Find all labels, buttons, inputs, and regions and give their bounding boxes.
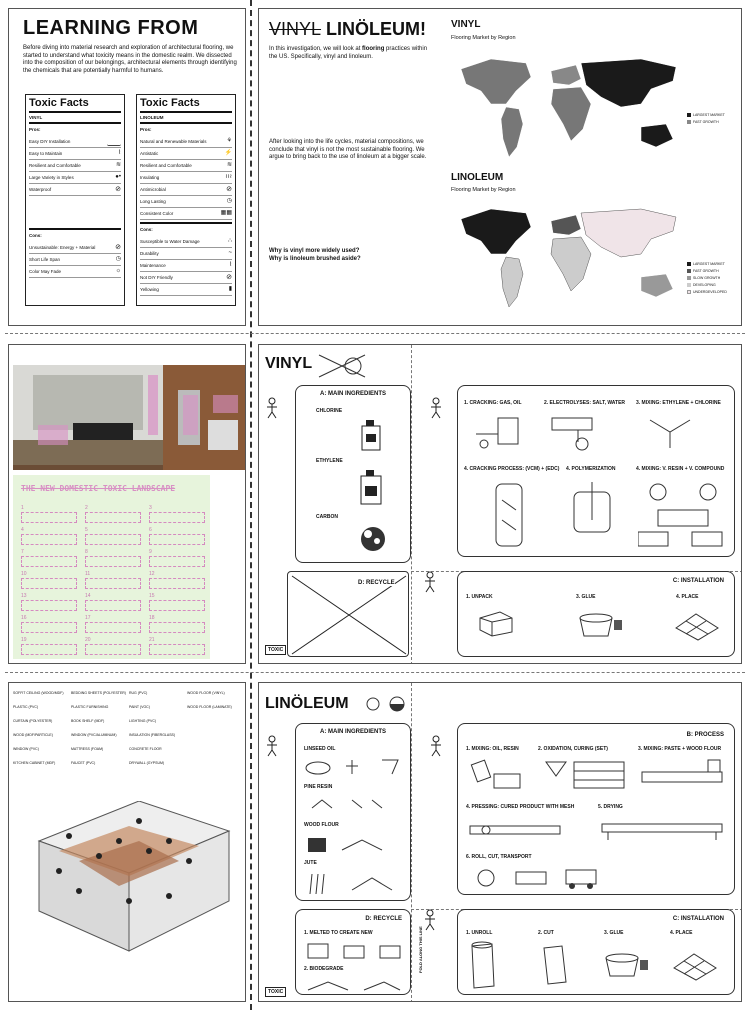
recycle-box xyxy=(287,571,409,657)
install-step: 1. UNPACK xyxy=(466,594,493,600)
ingredient-label: CHLORINE xyxy=(316,408,343,414)
panel-vinyl-linoleum-intro xyxy=(258,8,742,326)
landscape-cell xyxy=(149,644,205,655)
wood-flour-icons xyxy=(302,832,406,856)
no-vinyl-icon xyxy=(317,353,367,379)
color-grid-icon: ▦▦ xyxy=(220,210,232,216)
landscape-cell-number: 12 xyxy=(149,571,155,577)
pro-item: Large Variety in Styles xyxy=(29,175,74,180)
pro-item: Antimicrobial xyxy=(140,187,166,192)
ingredients-bubble xyxy=(295,385,411,563)
material-legend-item: BOOK SHELF (MDF) xyxy=(71,719,105,723)
fold-line-vertical xyxy=(250,0,252,1010)
landscape-cell-number: 9 xyxy=(149,549,152,555)
intro-text: Before diving into material research and exploration of architectural flooring, we started to understand what toxicity means in the domestic realm. We dissected into the composition of our belongings, architectural elements through identifying the chemicals that are potentially harmful to humans. xyxy=(23,45,237,74)
vinyl-world-map xyxy=(451,49,691,169)
ingredients-title: A: MAIN INGREDIENTS xyxy=(320,391,386,397)
toxic-logo: TOXIC xyxy=(265,987,286,997)
material-legend-item: KITCHEN CABINET (MDF) xyxy=(13,761,56,765)
material-legend-item: WOOD (MDF/PARTICLE) xyxy=(13,733,53,737)
landscape-cell-number: 18 xyxy=(149,615,155,621)
material-legend-item: WINDOW (PVC/ALUMINUM) xyxy=(71,733,117,737)
landscape-cell xyxy=(85,534,141,545)
process-step: 3. MIXING: PASTE + WOOD FLOUR xyxy=(638,746,722,752)
yellow-icon: ▮ xyxy=(228,286,232,292)
jute-icons xyxy=(302,870,406,896)
headline-strike: VINYL xyxy=(269,19,322,39)
material-legend-item: WINDOW (PVC) xyxy=(13,747,39,751)
con-item: Yellowing xyxy=(140,287,159,292)
landscape-cell xyxy=(149,556,205,567)
process-step: 1. MIXING: OIL, RESIN xyxy=(466,746,519,752)
landscape-cell xyxy=(85,578,141,589)
con-item: Durability xyxy=(140,251,159,256)
install-step: 1. UNROLL xyxy=(466,930,493,936)
material-legend-item: FAUCET (PVC) xyxy=(71,761,96,765)
install-step: 2. CUT xyxy=(538,930,554,936)
process-step: 2. OXIDATION, CURING (SET) xyxy=(538,746,608,752)
person-icon xyxy=(265,735,279,757)
material-legend-item: CONCRETE FLOOR xyxy=(129,747,162,751)
energy-icon: ⊘ xyxy=(115,244,121,251)
carbon-lump-icon xyxy=(358,524,388,554)
facts-title: Toxic Facts xyxy=(140,97,200,109)
no-diy-icon: ⊘ xyxy=(226,274,232,281)
pro-item: Waterproof xyxy=(29,187,52,192)
process-step: 4. POLYMERIZATION xyxy=(566,466,616,472)
roll-icon xyxy=(468,940,498,990)
headline xyxy=(269,19,426,40)
material-legend xyxy=(13,691,243,791)
headline-main: LINÖLEUM! xyxy=(326,19,427,39)
landscape-title: THE NEW DOMESTIC TOXIC LANDSCAPE xyxy=(21,484,176,493)
paste-mixing-diagram xyxy=(638,758,728,792)
landscape-cell xyxy=(21,622,77,633)
landscape-cell-number: 4 xyxy=(21,527,24,533)
ingredient-label: ETHYLENE xyxy=(316,458,343,464)
install-step: 3. GLUE xyxy=(576,594,596,600)
installation-bubble xyxy=(457,909,735,995)
landscape-cell-number: 17 xyxy=(85,615,91,621)
vinyl-toxic-facts xyxy=(25,94,125,306)
landscape-cell-number: 5 xyxy=(85,527,88,533)
landscape-cell xyxy=(149,534,205,545)
fold-line-horizontal-2 xyxy=(5,672,745,673)
landscape-cell-number: 15 xyxy=(149,593,155,599)
mop-icon: ⌇ xyxy=(118,150,121,156)
install-step: 3. GLUE xyxy=(604,930,624,936)
conclusion-text: After looking into the life cycles, material compositions, we conclude that vinyl is not the most sustainable flooring. We argue to bring back to the use of linoleum at a bigger scale. xyxy=(269,139,427,160)
melt-diagram xyxy=(304,940,404,962)
person-icon xyxy=(429,735,443,757)
facts-material: LINOLEUM xyxy=(140,115,164,120)
pro-item: Easy DIY Installation xyxy=(29,139,71,144)
landscape-cell-number: 8 xyxy=(85,549,88,555)
lino-map-title: LINOLEUM xyxy=(451,172,504,183)
facts-material: VINYL xyxy=(29,115,43,120)
process-step: 4. PRESSING: CURED PRODUCT WITH MESH xyxy=(466,804,575,810)
material-legend-item: WOOD FLOOR (LAMINATE) xyxy=(187,705,232,709)
process-step: 2. ELECTROLYSES: SALT, WATER xyxy=(544,400,626,406)
facts-title: Toxic Facts xyxy=(29,97,89,109)
cut-icon xyxy=(540,944,570,986)
landscape-cell xyxy=(149,622,205,633)
clock-icon: ◷ xyxy=(226,198,232,204)
recycle-title: D: RECYCLE xyxy=(365,916,402,922)
landscape-cell xyxy=(21,556,77,567)
landscape-cell-number: 16 xyxy=(21,615,27,621)
room-photo xyxy=(13,365,246,470)
recycle-step: 1. MELTED TO CREATE NEW xyxy=(304,930,373,936)
ingredient-label: PINE RESIN xyxy=(304,784,333,790)
vinyl-map-subtitle: Flooring Market by Region xyxy=(451,35,516,41)
questions xyxy=(269,247,361,263)
ingredients-bubble xyxy=(295,723,411,901)
landscape-cell xyxy=(85,556,141,567)
cracking-tower-diagram xyxy=(492,480,526,550)
panel-linoleum-lifecycle xyxy=(258,682,742,1002)
no-water-icon: ⊘ xyxy=(115,186,121,193)
landscape-cell-number: 14 xyxy=(85,593,91,599)
foot-icon: ≋ xyxy=(226,162,232,168)
process-bubble xyxy=(457,723,735,895)
diy-icon xyxy=(107,138,121,146)
lino-map-subtitle: Flooring Market by Region xyxy=(451,187,516,193)
chlorine-bottle-icon xyxy=(358,418,384,452)
landscape-cell xyxy=(21,512,77,523)
polymerization-diagram xyxy=(568,480,618,540)
con-item: Color May Fade xyxy=(29,269,62,274)
landscape-cell xyxy=(85,512,141,523)
landscape-cell-number: 7 xyxy=(21,549,24,555)
landscape-cell-number: 20 xyxy=(85,637,91,643)
landscape-cell-number: 13 xyxy=(21,593,27,599)
tiles-icon xyxy=(670,948,720,982)
fold-label: FOLD ALONG THIS LINE xyxy=(418,926,423,973)
ingredient-label: LINSEED OIL xyxy=(304,746,336,752)
pine-resin-icons xyxy=(302,794,406,814)
panel-vinyl-lifecycle xyxy=(258,344,742,664)
vinyl-title: VINYL xyxy=(265,355,313,372)
intro-text: In this investigation, we will look at flooring practices within the US. Specifically, vinyl and linoleum. xyxy=(269,46,428,60)
vinyl-map-legend: LARGEST MARKET FAST GROWTH xyxy=(687,112,725,126)
pro-item: Resilient and Comfortable xyxy=(29,163,81,168)
biodegrade-diagram xyxy=(304,974,404,994)
material-legend-item: PAINT (VOC) xyxy=(129,705,150,709)
pro-item: Resilient and Comfortable xyxy=(140,163,192,168)
recycle-step: 2. BIODEGRADE xyxy=(304,966,344,972)
no-germ-icon: ⊘ xyxy=(226,186,232,193)
fold-line-horizontal-1 xyxy=(5,333,745,334)
install-step: 4. PLACE xyxy=(676,594,699,600)
material-legend-item: MATTRESS (FOAM) xyxy=(71,747,104,751)
lino-map-legend: LARGEST MARKET FAST GROWTH SLOW GROWTH DEVELOPING UNDERDEVELOPED xyxy=(687,261,727,296)
person-icon xyxy=(265,397,279,419)
vinyl-map-title: VINYL xyxy=(451,19,481,30)
ingredient-label: JUTE xyxy=(304,860,317,866)
con-item: Susceptible to Water Damage xyxy=(140,239,200,244)
material-legend-item: BEDDING SHEETS (POLYESTER) xyxy=(71,691,126,695)
material-legend-item: PLASTIC (PVC) xyxy=(13,705,39,709)
pros-label: Pros: xyxy=(29,127,41,132)
process-step: 4. CRACKING PROCESS: (VCM) + (EDC) xyxy=(464,466,560,472)
oil-resin-mixing-diagram xyxy=(468,758,528,792)
cut-line-vertical xyxy=(411,683,412,1002)
landscape-cell xyxy=(21,534,77,545)
ethylene-bottle-icon xyxy=(358,468,384,506)
landscape-cell xyxy=(85,622,141,633)
con-item: Short Life Span xyxy=(29,257,61,262)
room-axonometric xyxy=(19,801,239,961)
person-icon xyxy=(429,397,443,419)
process-step: 6. ROLL, CUT, TRANSPORT xyxy=(466,854,532,860)
cons-label: Cons: xyxy=(29,233,42,238)
panel-domestic-landscape xyxy=(8,344,246,664)
dots-icon: ●• xyxy=(115,174,121,180)
electrolysis-diagram xyxy=(548,414,608,452)
cut-line-vertical xyxy=(411,345,412,664)
pro-item: Easy to Maintain xyxy=(29,151,63,156)
clock-icon: ◷ xyxy=(115,256,121,262)
linoleum-toxic-facts xyxy=(136,94,236,306)
box-icon xyxy=(476,608,516,638)
material-legend-item: DRYWALL (GYPSUM) xyxy=(129,761,165,765)
heat-icon: ≀≀≀ xyxy=(225,174,232,180)
drying-diagram xyxy=(598,816,728,842)
wear-icon: ~ xyxy=(228,250,232,256)
ingredients-title: A: MAIN INGREDIENTS xyxy=(320,729,386,735)
cracking-diagram xyxy=(468,414,538,452)
oxidation-diagram xyxy=(540,758,630,792)
landscape-cell xyxy=(85,644,141,655)
ingredient-label: WOOD FLOUR xyxy=(304,822,339,828)
linseed-icons xyxy=(302,756,406,778)
mixing-diagram xyxy=(640,414,710,452)
panel-learning-from xyxy=(8,8,246,326)
question-2: Why is linoleum brushed aside? xyxy=(269,256,361,262)
sun-icon: ☼ xyxy=(115,268,121,274)
plant-icon: ⚘ xyxy=(226,138,232,144)
mop-icon: ⌇ xyxy=(229,262,232,268)
person-icon xyxy=(423,909,437,931)
material-legend-item: PLASTIC FURNISHING xyxy=(71,705,109,709)
landscape-cell xyxy=(149,600,205,611)
process-step: 5. DRYING xyxy=(598,804,623,810)
cons-label: Cons: xyxy=(140,227,153,232)
con-item: Not DIY Friendly xyxy=(140,275,173,280)
glue-bucket-icon xyxy=(576,610,626,640)
page-title: LEARNING FROM xyxy=(23,17,199,39)
landscape-cell xyxy=(85,600,141,611)
recycle-title: D: RECYCLE xyxy=(358,580,395,586)
water-icon: ∴ xyxy=(228,238,232,244)
landscape-cell-number: 19 xyxy=(21,637,27,643)
pro-item: Long Lasting xyxy=(140,199,166,204)
material-legend-item: LIGHTING (PVC) xyxy=(129,719,157,723)
landscape-cell-number: 3 xyxy=(149,505,152,511)
ingredient-label: CARBON xyxy=(316,514,338,520)
panel-room-axonometric xyxy=(8,682,246,1002)
install-title: C: INSTALLATION xyxy=(672,578,724,584)
landscape-cell xyxy=(149,512,205,523)
eco-icons xyxy=(365,695,411,713)
question-1: Why is vinyl more widely used? xyxy=(269,248,360,254)
tiles-icon xyxy=(672,608,722,642)
recycle-bubble xyxy=(295,909,411,995)
person-icon xyxy=(423,571,437,593)
pro-item: Consistent Color xyxy=(140,211,174,216)
linoleum-title: LINÖLEUM xyxy=(265,695,349,712)
pro-item: Insulating xyxy=(140,175,160,180)
pro-item: Antistatic xyxy=(140,151,159,156)
material-legend-item: INSULATION (FIBERGLASS) xyxy=(129,733,176,737)
roll-cut-transport-diagram xyxy=(466,864,616,892)
pressing-diagram xyxy=(466,816,566,842)
landscape-cell xyxy=(21,578,77,589)
material-legend-item: SOFFIT CEILING (WOOD/MDF) xyxy=(13,691,64,695)
landscape-cell xyxy=(21,600,77,611)
landscape-cell-number: 1 xyxy=(21,505,24,511)
foot-icon: ≋ xyxy=(115,162,121,168)
landscape-cell xyxy=(21,644,77,655)
toxic-logo: TOXIC xyxy=(265,645,286,655)
compound-mixing-diagram xyxy=(638,480,728,552)
glue-bucket-icon xyxy=(602,950,652,980)
process-step: 3. MIXING: ETHYLENE + CHLORINE xyxy=(636,400,721,406)
process-title: B: PROCESS xyxy=(686,732,724,738)
lino-world-map xyxy=(451,199,691,319)
landscape-cell-number: 10 xyxy=(21,571,27,577)
material-legend-item: WOOD FLOOR (VINYL) xyxy=(187,691,225,695)
landscape-cell-number: 21 xyxy=(149,637,155,643)
installation-bubble xyxy=(457,571,735,657)
landscape-cell xyxy=(149,578,205,589)
install-title: C: INSTALLATION xyxy=(672,916,724,922)
con-item: Maintenance xyxy=(140,263,166,268)
process-bubble xyxy=(457,385,735,557)
process-step: 4. MIXING: V. RESIN + V. COMPOUND xyxy=(636,466,725,472)
pros-label: Pros: xyxy=(140,127,152,132)
material-legend-item: CURTAIN (POLYESTER) xyxy=(13,719,53,723)
pro-item: Natural and Renewable Materials xyxy=(140,139,207,144)
landscape-cell-number: 11 xyxy=(85,571,91,577)
static-icon: ⚡ xyxy=(224,150,232,156)
con-item: Unsustainable: Energy + Material xyxy=(29,245,96,250)
process-step: 1. CRACKING: GAS, OIL xyxy=(464,400,522,406)
material-legend-item: RUG (PVC) xyxy=(129,691,148,695)
install-step: 4. PLACE xyxy=(670,930,693,936)
landscape-cell-number: 2 xyxy=(85,505,88,511)
landscape-cell-number: 6 xyxy=(149,527,152,533)
